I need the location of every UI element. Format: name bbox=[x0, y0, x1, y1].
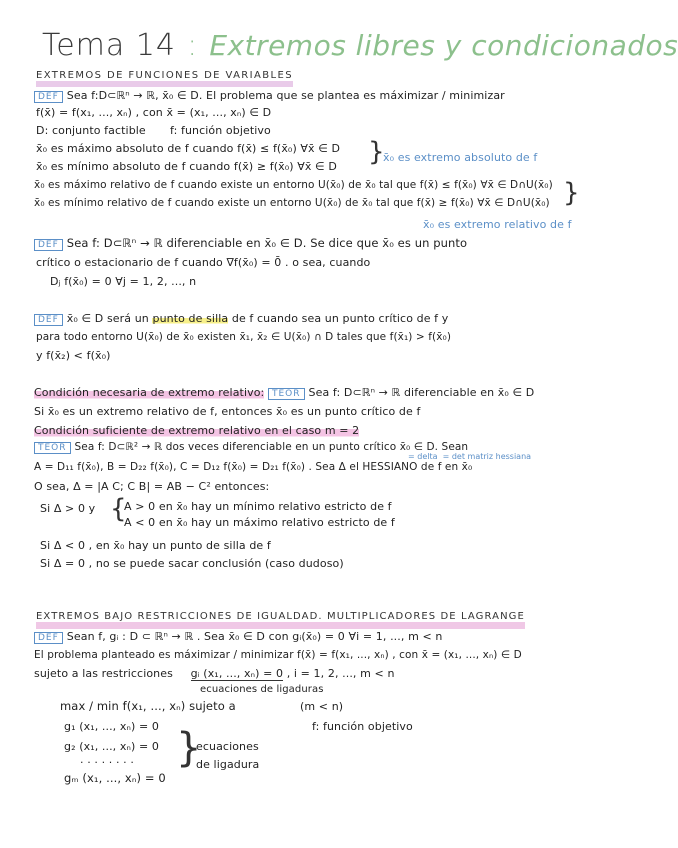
m-menor-n: (m < n) bbox=[300, 700, 344, 713]
min-relativo: x̄₀ es mínimo relativo de f cuando existe un entorno U(x̄₀) de x̄₀ tal que f(x̄) ≥ f(x̄₀) ∀x̄ ∈ D∩U(x̄₀) bbox=[34, 197, 550, 209]
caso-silla: Si Δ < 0 , en x̄₀ hay un punto de silla de f bbox=[40, 539, 271, 552]
max-min-problem: max / min f(x₁, ..., xₙ) sujeto a bbox=[60, 699, 236, 713]
delta-note: = delta = det matriz hessiana bbox=[408, 452, 532, 461]
gm-eq: gₘ (x₁, ..., xₙ) = 0 bbox=[64, 771, 166, 785]
teor2-line-1: TEOR Sea f: D⊂ℝ² → ℝ dos veces diferenciable en un punto crítico x̄₀ ∈ D. Sean bbox=[34, 441, 468, 454]
si-delta-pos: Si Δ > 0 y bbox=[40, 502, 96, 515]
def3-line-2: para todo entorno U(x̄₀) de x̄₀ existen x̄₁, x̄₂ ∈ U(x̄₀) ∩ D tales que f(x̄₁) > f(x̄₀) bbox=[36, 331, 452, 343]
def-line-1: DEF Sea f:D⊂ℝⁿ → ℝ, x̄₀ ∈ D. El problema que se plantea es máximizar / minimizar bbox=[34, 89, 505, 103]
brace-abs: } bbox=[368, 137, 385, 167]
teor2-line-2: A = D₁₁ f(x̄₀), B = D₂₂ f(x̄₀), C = D₁₂ f(x̄₀) = D₂₁ f(x̄₀) . Sea Δ el HESSIANO de f en x̄₀ bbox=[34, 461, 473, 473]
page-title bbox=[42, 28, 678, 63]
dots: · · · · · · · · bbox=[80, 756, 134, 769]
def2-line-1: DEF Sea f: D⊂ℝⁿ → ℝ diferenciable en x̄₀ ∈ D. Se dice que x̄₀ es un punto bbox=[34, 237, 467, 251]
cond-necesaria: Condición necesaria de extremo relativo: bbox=[34, 386, 265, 399]
punto-de-silla: punto de silla bbox=[152, 312, 229, 325]
de-ligadura-label: de ligadura bbox=[196, 758, 260, 771]
cond-necesaria-line: Condición necesaria de extremo relativo: TEOR Sea f: D⊂ℝⁿ → ℝ diferenciable en x̄₀ ∈ D bbox=[34, 386, 535, 399]
brace-rel: } bbox=[563, 178, 580, 208]
def3-line-1: DEF x̄₀ ∈ D será un punto de silla de f cuando sea un punto crítico de f y bbox=[34, 312, 448, 326]
teor2-line-3: O sea, Δ = |A C; C B| = AB − C² entonces: bbox=[34, 480, 270, 493]
section-header-extremos: EXTREMOS DE FUNCIONES DE VARIABLES bbox=[36, 70, 293, 87]
g2-eq: g₂ (x₁, ..., xₙ) = 0 bbox=[64, 740, 159, 753]
def5-line-3: sujeto a las restricciones gᵢ (x₁, ..., xₙ) = 0 , i = 1, 2, ..., m < n bbox=[34, 667, 395, 680]
def2-line-3: Dⱼ f(x̄₀) = 0 ∀j = 1, 2, ..., n bbox=[50, 275, 197, 288]
caso-max: A < 0 en x̄₀ hay un máximo relativo estricto de f bbox=[124, 516, 395, 529]
max-absoluto: x̄₀ es máximo absoluto de f cuando f(x̄) ≤ f(x̄₀) ∀x̄ ∈ D bbox=[36, 142, 341, 155]
min-absoluto: x̄₀ es mínimo absoluto de f cuando f(x̄) ≥ f(x̄₀) ∀x̄ ∈ D bbox=[36, 160, 337, 173]
max-relativo: x̄₀ es máximo relativo de f cuando existe un entorno U(x̄₀) de x̄₀ tal que f(x̄) ≤ f(x̄₀) ∀x̄ ∈ D∩U(x̄₀) bbox=[34, 179, 553, 191]
funcion-objetivo-note: f: función objetivo bbox=[312, 720, 413, 733]
def-tag: DEF bbox=[34, 91, 63, 103]
ecuaciones-ligaduras: ecuaciones de ligaduras bbox=[200, 684, 324, 695]
funcion-objetivo: f: función objetivo bbox=[170, 124, 271, 137]
teor1-line-2: Si x̄₀ es un extremo relativo de f, entonces x̄₀ es un punto crítico de f bbox=[34, 405, 421, 418]
def5-line-2: El problema planteado es máximizar / minimizar f(x̄) = f(x₁, ..., xₙ) , con x̄ = (x₁, ..., xₙ) ∈ D bbox=[34, 649, 522, 661]
def-line-2: f(x̄) = f(x₁, ..., xₙ) , con x̄ = (x₁, ..., xₙ) ∈ D bbox=[36, 106, 272, 119]
title-colon: : bbox=[187, 28, 199, 63]
title-part2: Extremos libres y condicionados bbox=[209, 29, 678, 62]
brace-ligadura: } bbox=[176, 725, 202, 771]
caso-dudoso: Si Δ = 0 , no se puede sacar conclusión (caso dudoso) bbox=[40, 557, 344, 570]
title-part1: Tema 14 bbox=[42, 28, 177, 63]
abs-note: x̄₀ es extremo absoluto de f bbox=[383, 151, 538, 164]
caso-min: A > 0 en x̄₀ hay un mínimo relativo estricto de f bbox=[124, 500, 392, 513]
cond-suficiente: Condición suficiente de extremo relativo en el caso m = 2 bbox=[34, 424, 360, 437]
def2-line-2: crítico o estacionario de f cuando ∇f(x̄₀) = 0̄ . o sea, cuando bbox=[36, 256, 371, 269]
conjunto-factible: D: conjunto factible bbox=[36, 124, 146, 137]
rel-note: x̄₀ es extremo relativo de f bbox=[423, 218, 572, 231]
ecuaciones-label: ecuaciones bbox=[196, 740, 259, 753]
def5-line-1: DEF Sean f, gᵢ : D ⊂ ℝⁿ → ℝ . Sea x̄₀ ∈ D con gᵢ(x̄₀) = 0 ∀i = 1, ..., m < n bbox=[34, 630, 442, 644]
brace-delta: { bbox=[110, 494, 127, 524]
g1-eq: g₁ (x₁, ..., xₙ) = 0 bbox=[64, 720, 159, 733]
section-header-lagrange: EXTREMOS BAJO RESTRICCIONES DE IGUALDAD. MULTIPLICADORES DE LAGRANGE bbox=[36, 611, 525, 629]
def3-line-3: y f(x̄₂) < f(x̄₀) bbox=[36, 349, 111, 362]
